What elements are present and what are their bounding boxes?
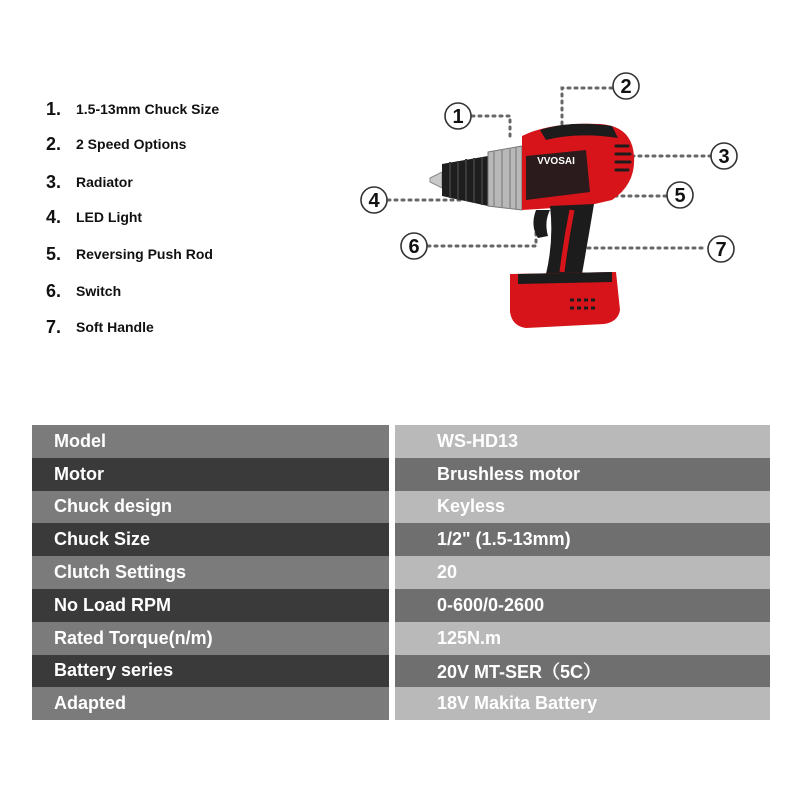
- feature-text: Switch: [76, 283, 122, 299]
- spec-label: Motor: [32, 458, 389, 491]
- callout-4: [361, 187, 387, 213]
- feature-item: [46, 239, 213, 269]
- callout-7: [708, 236, 734, 262]
- feature-text: 1.5-13mm Chuck Size: [76, 101, 220, 117]
- spec-label: Chuck Size: [32, 523, 389, 556]
- callout-number: 3: [718, 146, 730, 168]
- spec-row: [32, 655, 770, 688]
- spec-value: 20: [395, 556, 770, 589]
- callout-5: [667, 182, 693, 208]
- feature-text: Soft Handle: [76, 319, 154, 335]
- feature-item: [46, 94, 219, 124]
- spec-row: [32, 458, 770, 491]
- drill-body: [430, 124, 634, 328]
- feature-text: 2 Speed Options: [76, 136, 187, 152]
- spec-label: No Load RPM: [32, 589, 389, 622]
- feature-number: 3.: [46, 171, 62, 192]
- spec-table: [32, 425, 770, 720]
- feature-number: 4.: [46, 206, 62, 227]
- spec-label: Model: [32, 425, 389, 458]
- spec-value: Brushless motor: [395, 458, 770, 491]
- spec-value: 18V Makita Battery: [395, 687, 770, 720]
- spec-value: 20V MT-SER（5C）: [395, 655, 770, 688]
- spec-value: Keyless: [395, 491, 770, 524]
- spec-value: 125N.m: [395, 622, 770, 655]
- callout-number: 7: [715, 239, 727, 261]
- callout-number: 4: [368, 190, 380, 212]
- spec-row: [32, 622, 770, 655]
- spec-label: Rated Torque(n/m): [32, 622, 389, 655]
- callout-number: 2: [620, 76, 632, 98]
- spec-label: Battery series: [32, 655, 389, 688]
- spec-row: [32, 556, 770, 589]
- brand-logo: VVOSAI: [537, 156, 575, 167]
- spec-row: [32, 491, 770, 524]
- spec-value: WS-HD13: [395, 425, 770, 458]
- callout-number: 1: [452, 106, 464, 128]
- callout-3: [711, 143, 737, 169]
- spec-row: [32, 425, 770, 458]
- feature-item: [46, 276, 121, 306]
- feature-item: [46, 167, 133, 197]
- feature-item: [46, 129, 186, 159]
- spec-label: Chuck design: [32, 491, 389, 524]
- feature-number: 2.: [46, 133, 62, 154]
- spec-value: 0-600/0-2600: [395, 589, 770, 622]
- drill-illustration: [350, 60, 790, 360]
- callout-number: 5: [674, 185, 686, 207]
- spec-label: Adapted: [32, 687, 389, 720]
- callout-6: [401, 233, 427, 259]
- callout-number: 6: [408, 236, 420, 258]
- feature-item: [46, 202, 142, 232]
- feature-number: 6.: [46, 280, 62, 301]
- feature-text: Radiator: [76, 174, 133, 190]
- spec-label: Clutch Settings: [32, 556, 389, 589]
- feature-item: [46, 312, 154, 342]
- spec-row: [32, 687, 770, 720]
- spec-row: [32, 589, 770, 622]
- feature-text: LED Light: [76, 209, 143, 225]
- spec-row: [32, 523, 770, 556]
- callout-1: [445, 103, 471, 129]
- spec-value: 1/2" (1.5-13mm): [395, 523, 770, 556]
- callout-2: [613, 73, 639, 99]
- feature-number: 1.: [46, 98, 62, 119]
- feature-number: 5.: [46, 243, 62, 264]
- feature-text: Reversing Push Rod: [76, 246, 213, 262]
- feature-number: 7.: [46, 316, 62, 337]
